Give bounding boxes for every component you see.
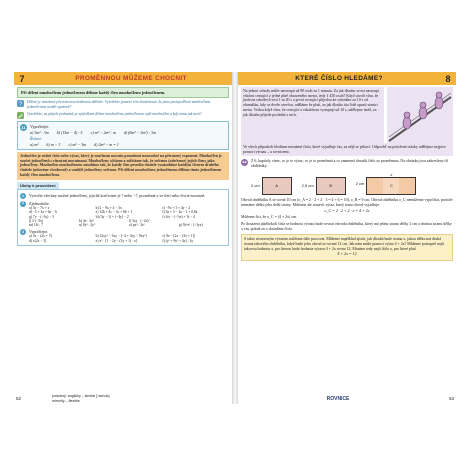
tasks-heading: Úlohy k procvičení	[17, 182, 59, 189]
left-page	[14, 72, 232, 404]
story-question: Ve všech případech hledáme neznámé číslo, které vyjadřuje čas, za nějž se přitaví. Odpověď na položené otázky udělejme nejprve pomocí výrazu – a rovnicemi.	[241, 143, 453, 156]
chapter-number: 8	[445, 73, 451, 84]
page-number: 53	[448, 396, 454, 401]
rect-a-side: 2 cm	[251, 183, 260, 189]
example-item: d) (6m² − 3m²) : 3m	[123, 129, 156, 135]
chapter-number: 7	[19, 73, 25, 84]
chapter-title: PROMĚNNOU MŮŽEME CHOCNIT	[75, 75, 187, 82]
task-item: l) 3xy · (−2x)²	[129, 219, 150, 223]
rect-a-label: A	[275, 183, 278, 189]
example-item: c) m² − 2m³ : m	[90, 129, 116, 135]
rect-c-top: x	[390, 171, 393, 177]
rect-b-side: 2,5 cm	[301, 183, 314, 189]
task-number: 1	[20, 193, 26, 199]
right-page	[238, 72, 456, 404]
task-item: o) pz³ : 3z²	[129, 223, 145, 228]
footer-title: ROVNICE	[326, 395, 350, 402]
paragraph: Můžeme říct, že o_C = (4 + 2x) cm.	[241, 215, 298, 220]
vocabulary-note	[52, 394, 109, 402]
task-text: Zjednodušte.	[29, 200, 50, 206]
equation-box	[241, 234, 453, 261]
right-page-header	[238, 72, 456, 85]
example-item: a) 3m² : 3m	[30, 129, 49, 135]
question-icon	[17, 100, 24, 107]
task-number: 2	[20, 201, 26, 207]
problem-text: Z 6. kapitoly víme, co je to výraz, co je to proměnná a co znamená dosadit číslo za proměnnou. Na obrázku jsou zakresleny tři obdélníky.	[251, 159, 448, 169]
example-result: a) m²	[30, 141, 39, 147]
task-item: f) 5a + 3 − 2a − 1 + 0,8a	[162, 210, 198, 215]
problem-block	[241, 159, 453, 168]
owl-icon	[241, 159, 248, 166]
right-page-footer	[238, 393, 456, 404]
task-item: e) x² · [1 − 2y − (3y + 1) · x]	[95, 238, 138, 243]
example-heading: Vypočítejte.	[30, 123, 50, 129]
result-label: Řešení:	[30, 135, 42, 141]
task-item: c) −9c + 3 + 4y − 2	[162, 205, 191, 210]
example-result: c) m² − 3m	[68, 141, 87, 147]
left-page-header	[14, 72, 232, 85]
rect-c-label: C	[389, 183, 393, 189]
task-item: m) 14t : 7	[29, 223, 44, 228]
task-item: n) 8y³ : 2y²	[79, 223, 96, 228]
page-number: 52	[16, 396, 22, 401]
rule-box	[17, 152, 229, 180]
rect-c-side: 2 cm	[355, 180, 365, 186]
task-item: p) 9y³z² : (−3yz)	[179, 223, 203, 228]
example-number: 11	[21, 124, 26, 130]
chapter-title: KTERÉ ČÍSLO HLEDÁME?	[295, 75, 383, 82]
equation-text: S takto sestaveným výrazem můžeme dále pracovat. Můžeme například zjistit, jak dlouhá bude strana x, jakou délku má druhá strana takového obdélníku, když bude jeho obvod se rovnal 12 cm. Jak nám může pomoci výraz 4 + 2x? Můžeme postupně najít takovou hodnotu x, pro kterou bude hodnota výrazu 4 + 2x rovna 12. Musíme tedy najít číslo x, pro které platí	[244, 237, 444, 251]
task-number: 3	[20, 229, 26, 235]
formula: o_C = 2 · 2 + 2 · x = 4 + 2x	[324, 208, 370, 214]
example-result: d) 2m² − m = 1	[94, 141, 119, 147]
example-box	[17, 121, 229, 150]
task-item: j) 2·(−3x)	[29, 219, 44, 223]
intro-box	[17, 87, 229, 98]
task-item: k) 4e · 2e²	[79, 219, 94, 223]
task-item: d) x(2x − 3)	[29, 238, 47, 243]
example-item: b) (15m − 4) : 5	[56, 129, 83, 135]
note-row-2	[17, 112, 229, 119]
task-item: b) 12xy² − 3xy − (−4 + 3xy − 9xy²)	[95, 234, 147, 239]
equation-formula: 4 + 2x = 12	[337, 251, 357, 257]
svg-text:?: ?	[18, 101, 23, 108]
vocabulary-line: podobný: anglicky – similar [ˈsɪmɪlə]	[52, 394, 110, 399]
task-item: a) 3x − (2x + 5)	[29, 234, 52, 239]
paragraph: Po dosazení jakéhokoli čísla se hodnota výrazu bude rovnat obvodu obdélníku, který má jednu stranu délky 2 cm a druhou stranu délky x cm, pokud za x dosadíme číslo.	[241, 221, 452, 231]
left-page-footer	[14, 393, 232, 404]
task-item: b) 2 − 9x + 4 − 3x	[95, 205, 122, 210]
task-item: a) 5x − 7x + x	[29, 205, 50, 210]
escalator-illustration	[387, 87, 453, 143]
vocabulary-line: mimořiy – flexible	[52, 398, 80, 403]
rect-b-label: B	[329, 183, 333, 189]
task-item: i) ¾x − (−½x) + ⅝ − 4	[162, 214, 195, 219]
paragraph: Obvod obdélníku A se rovná 10 cm (o_A = 2 · 2 + 2 · 3 = 4 + 6 = 10), o_B = 9 cm. Obvod obdélníku o_C nemůžeme vypočítat, protože neznáme délku jeho delší strany. Můžeme ale sestavit výraz, který tento obvod vyjadřuje:	[241, 197, 453, 207]
task-item: h) (3y − 1) + (−4y) − 2	[95, 214, 129, 219]
intro-text: Při dělení mnohočlenu jednočlenem dělíme každý člen mnohočlenu jednočlenem.	[21, 90, 166, 95]
pencil-icon	[17, 112, 24, 119]
task-item: f) (y² + 9y² + 4y) : 2y	[162, 238, 194, 243]
rectangles-figure	[251, 172, 453, 195]
rectangle-b	[316, 177, 346, 195]
rule-text: Jednočlen je rodné číslo nebo výraz, který je součinem mocnin proměnné umocněné na přirozený exponent. Mnohočlen je součet jednočlenů s různými mocninami. Mnohočleny sčítáme a odčítáme tak, že sečteme (odečteme) jejich členy jako jednočleny. Mnohočlen mnohočlenem násobíme tak, že každý člen prvního činitele vynásobíme každým členem druhého činitele (mluvíme všeobecně) a vzniklé jednočleny sečteme. Při dělení mnohočlenu jednočlenem dělíme tímto jednočlenem každý člen mnohočlenu.	[20, 153, 222, 177]
task-3	[20, 229, 226, 243]
note-text-2: Vysvětlete, za jakých podmínek je výsledkem dělení mnohočlenu jednočlenem opět mnohočlen a kdy tomu tak není?	[27, 111, 202, 116]
task-item: g) 7y − (−3y) − 3	[29, 214, 54, 219]
note-text-1: Dělení je násobení převrácenou hodnotou dělitele. Vysvětlete pomocí této skutečnosti, že jsme postup dělení mnohočlenu jednočlenem uvedli správně?	[27, 100, 211, 109]
example-result: b) m − 3	[46, 141, 61, 147]
tasks-box	[17, 189, 229, 246]
rectangle-c	[366, 177, 416, 195]
task-text: Vytvořte všechny možné jednočleny, jejichž koeficient je 7 nebo −7, proměnná x ve třetí nebo čtvrté mocnině.	[29, 193, 206, 199]
rectangle-a	[262, 177, 292, 195]
task-item: d) −5 + 3a + 6a − 6	[29, 210, 57, 215]
task-text: Vypočítejte.	[29, 229, 49, 235]
left-page-content	[17, 87, 229, 392]
right-page-content	[241, 87, 453, 392]
task-2	[20, 201, 226, 228]
task-item: e) 12b + 4c − 3c + 6b + 1	[95, 210, 133, 215]
task-item: c) 9x − [2x − (3x + 1)]	[162, 234, 195, 239]
story-block	[241, 87, 453, 143]
task-1	[20, 193, 226, 199]
story-text: Na jednoi schody může nastoupit až 90 osob za 1 minutu. Za jak dlouho se mi nastoupí všichni cestující z jedné plně obsazeného metra, tedy 1 450 osob? Když utvoří vlnu, že jízda na schodech trvá 1 m 20 s a první cestující přijedou ke schodům za 10 s od okamžiku, kdy se dveře otevřou, uděláme že platí, za jak dlouho tito lidé opustí stanici metra. Vedou když vlnu, že cestující z eskalátoru vystupují už 10 s, udělejme tatéž, za jak dlouho přijede poslední z nich.	[241, 87, 384, 143]
note-row-1	[17, 100, 229, 110]
